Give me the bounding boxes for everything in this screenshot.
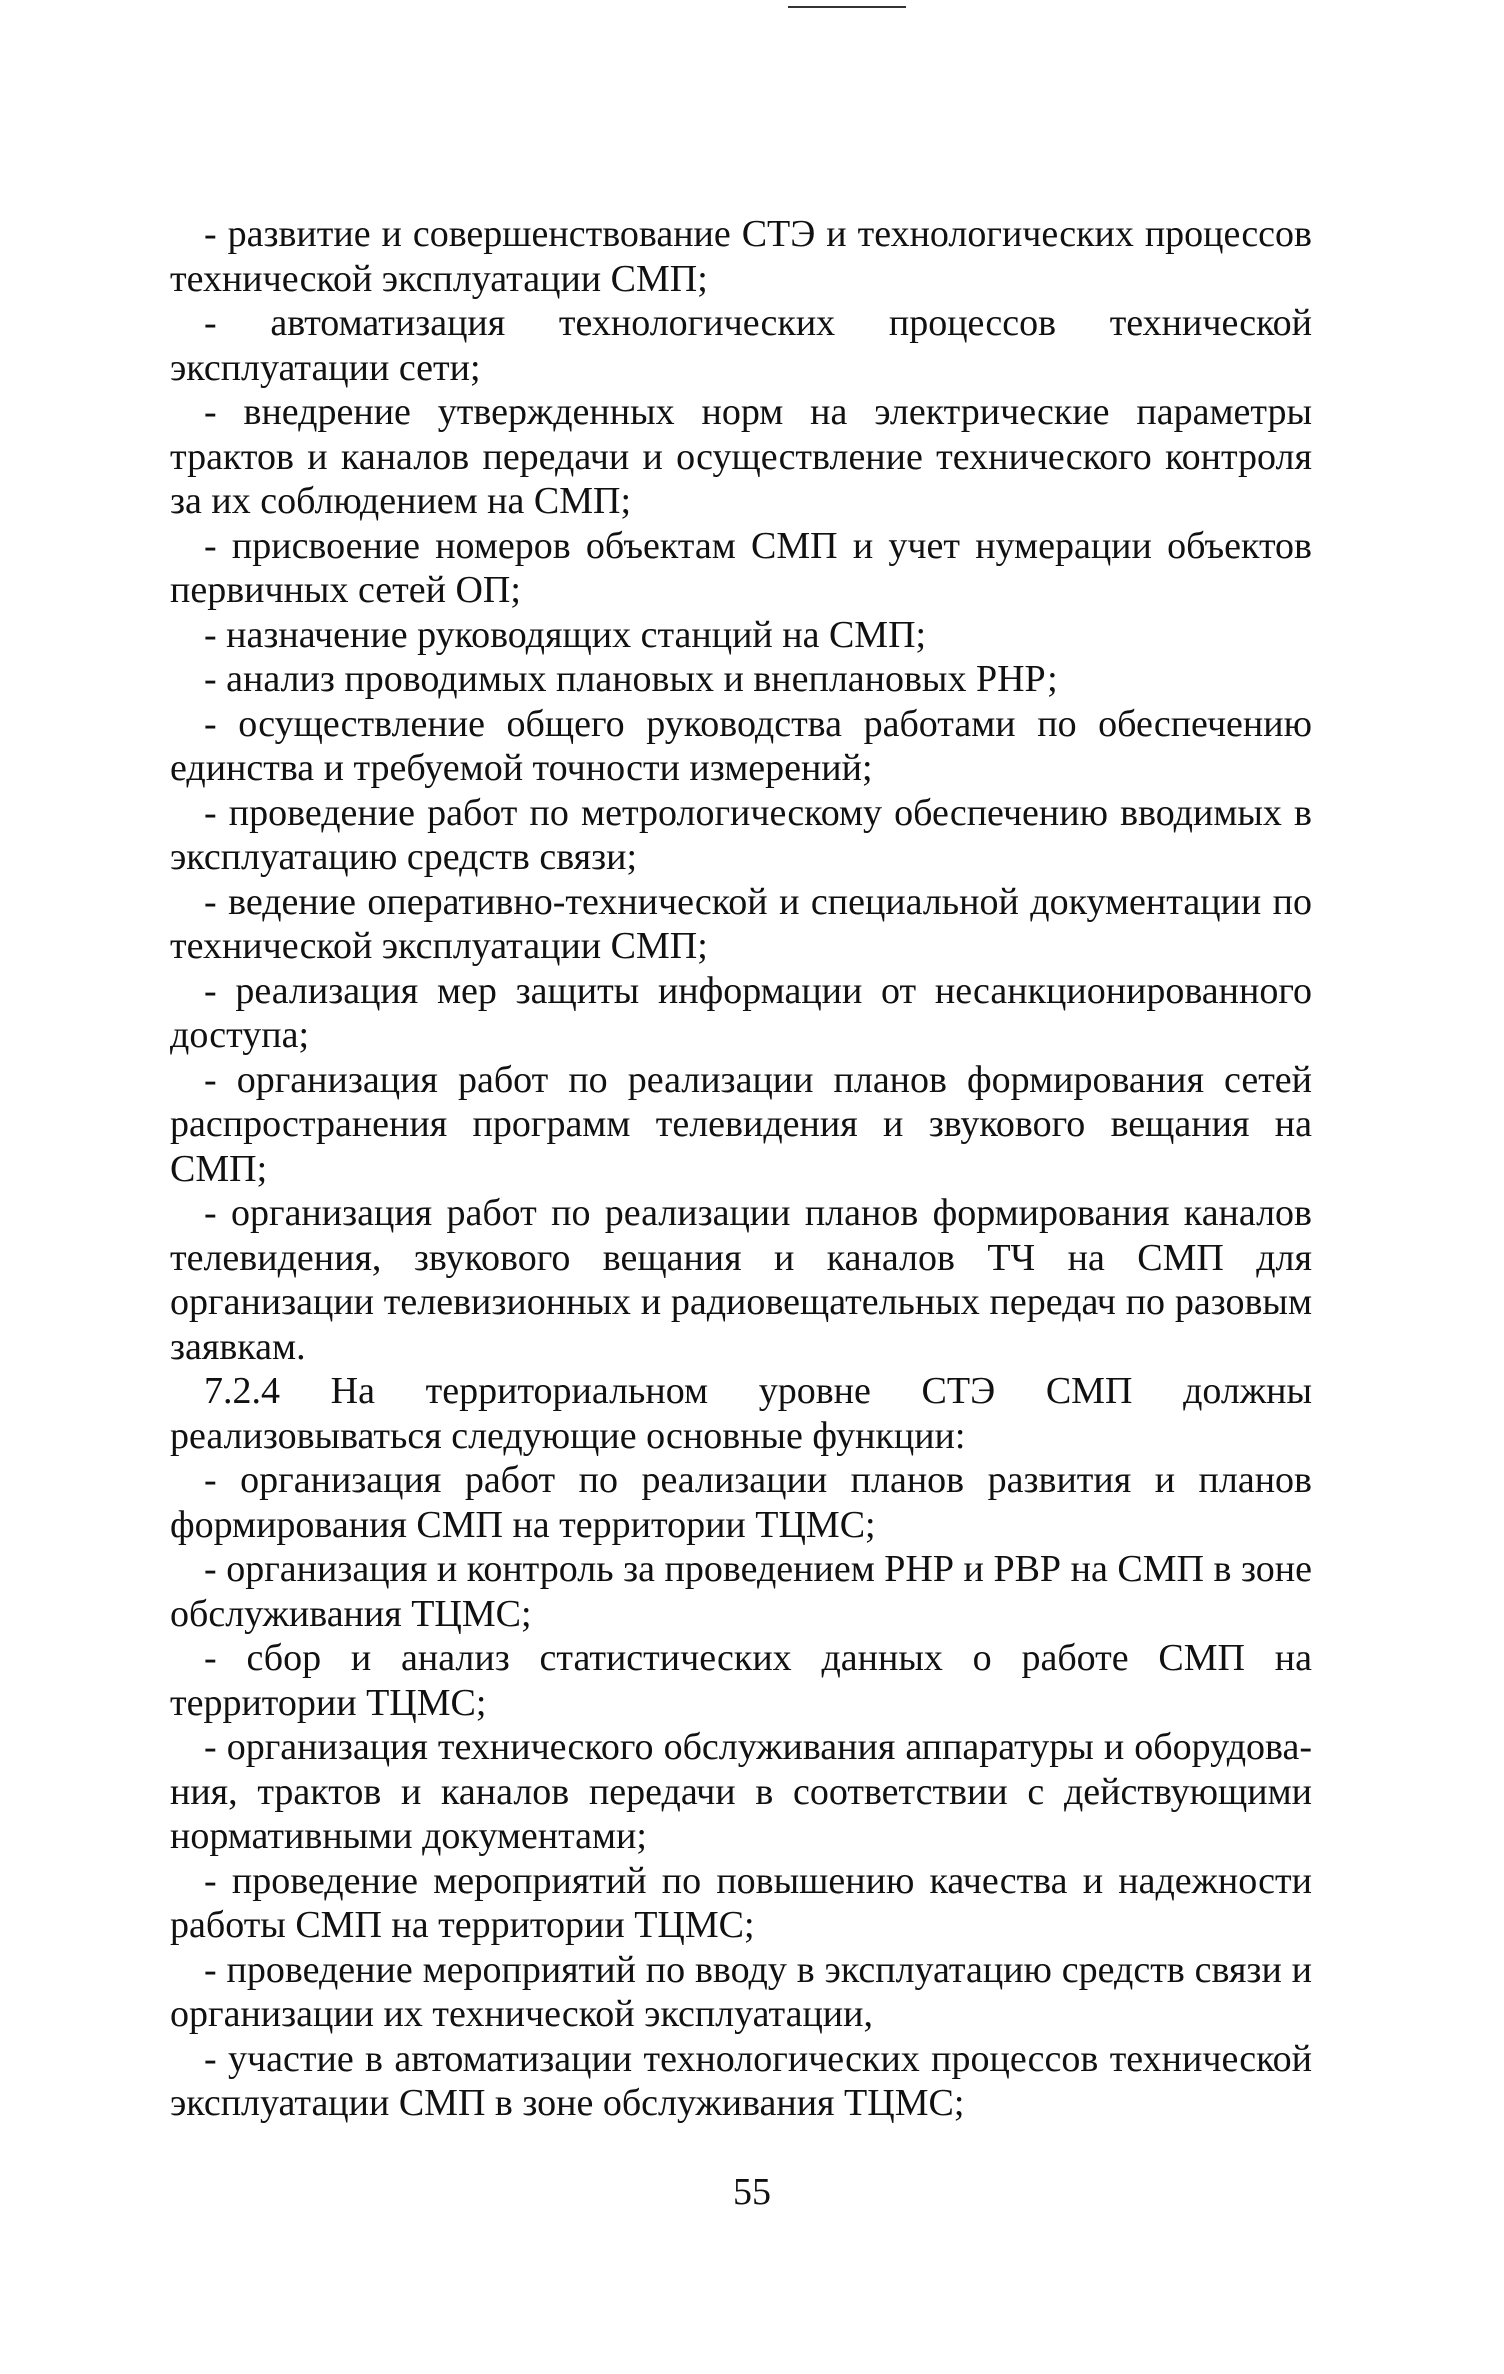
paragraph: - анализ проводимых плановых и внеплановых РНР;: [204, 658, 1058, 700]
paragraph: - осуществление общего руководства работами по обеспечению единства и требуемой точности измерений;: [170, 702, 1312, 789]
paragraph: - организация и контроль за проведением РНР и РВР на СМП в зоне обслуживания ТЦМС;: [170, 1548, 1312, 1635]
paragraph: - присвоение номеров объектам СМП и учет нумерации объектов первичных сетей ОП;: [170, 524, 1312, 611]
paragraph: - развитие и совершенствование СТЭ и технологических процессов технической эксплуатации СМП;: [170, 213, 1312, 300]
paragraph: - организация работ по реализации планов формирования сетей распространения программ телевидения и звукового вещания на СМП;: [170, 1058, 1312, 1190]
paragraph: - назначение руководящих станций на СМП;: [204, 613, 927, 656]
top-rule: [788, 6, 906, 8]
section-paragraph: 7.2.4 На территориальном уровне СТЭ СМП должны реализовываться следующие основные функции:: [170, 1370, 1312, 1457]
paragraph: - проведение работ по метрологическому обеспечению вводимых в эксплуатацию средств связи;: [170, 791, 1312, 878]
paragraph: - организация работ по реализации планов развития и планов формирования СМП на территории ТЦМС;: [170, 1459, 1312, 1546]
page-body: [170, 212, 1312, 2126]
paragraph: - проведение мероприятий по вводу в эксплуатацию средств связи и организации их технической эксплуатации,: [170, 1948, 1312, 2035]
paragraph: - ведение оперативно-технической и специальной документации по технической эксплуатации СМП;: [170, 880, 1312, 967]
paragraph: - проведение мероприятий по повышению качества и надежности работы СМП на территории ТЦМС;: [170, 1859, 1312, 1946]
paragraph: - организация работ по реализации планов формирования каналов телевидения, звукового вещания и каналов ТЧ на СМП для организации телевизионных и радиовещательных передач по разовым заявкам.: [170, 1192, 1312, 1368]
paragraph: - внедрение утвержденных норм на электрические параметры трактов и каналов передачи и осуществление технического контроля за их соблюдением на СМП;: [170, 391, 1312, 522]
paragraph: - сбор и анализ статистических данных о работе СМП на территории ТЦМС;: [170, 1637, 1312, 1724]
page-number: 55: [733, 2171, 771, 2213]
paragraph: - участие в автоматизации технологических процессов технической эксплуатации СМП в зоне обслуживания ТЦМС;: [170, 2037, 1312, 2124]
paragraph: - реализация мер защиты информации от несанкционированного доступа;: [170, 969, 1312, 1056]
paragraph: - организация технического обслуживания аппаратуры и оборудования, трактов и каналов передачи в соответствии с действующими нормативными документами;: [170, 1726, 1312, 1857]
paragraph: - автоматизация технологических процессов технической эксплуатации сети;: [170, 302, 1312, 389]
